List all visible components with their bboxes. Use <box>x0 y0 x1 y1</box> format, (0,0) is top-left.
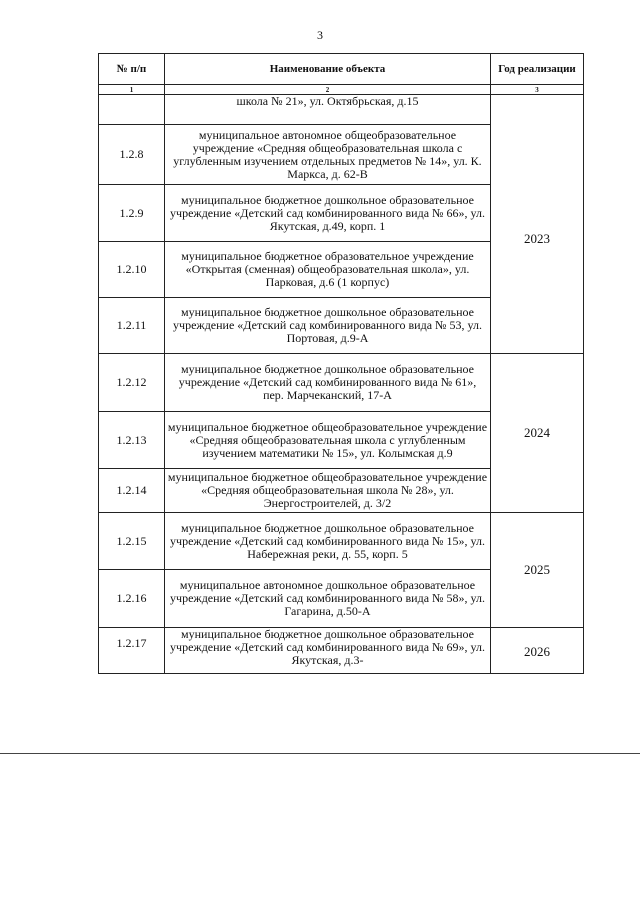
table-row <box>99 513 584 570</box>
objects-table <box>98 53 584 674</box>
index-cell: 3 <box>491 85 584 95</box>
row-number: 1.2.9 <box>99 185 165 242</box>
object-name: муниципальное бюджетное дошкольное образовательное учреждение «Детский сад комбинированного вида № 53, ул. Портовая, д.9-А <box>165 298 491 354</box>
index-cell: 1 <box>99 85 165 95</box>
object-name: муниципальное бюджетное дошкольное образовательное учреждение «Детский сад комбинированного вида № 15», ул. Набережная реки, д. 55, корп. 5 <box>165 513 491 570</box>
row-number <box>99 95 165 125</box>
row-number: 1.2.8 <box>99 125 165 185</box>
object-name: муниципальное бюджетное дошкольное образовательное учреждение «Детский сад комбинированного вида № 66», ул. Якутская, д.49, корп. 1 <box>165 185 491 242</box>
page-divider <box>0 753 640 754</box>
row-number: 1.2.14 <box>99 469 165 513</box>
realization-year: 2023 <box>491 125 584 354</box>
table-row <box>99 95 584 125</box>
row-number: 1.2.17 <box>99 628 165 674</box>
row-number: 1.2.15 <box>99 513 165 570</box>
table-index-row <box>99 85 584 95</box>
row-number: 1.2.10 <box>99 242 165 298</box>
object-name: школа № 21», ул. Октябрьская, д.15 <box>165 95 491 125</box>
realization-year: 2026 <box>491 628 584 674</box>
header-name: Наименование объекта <box>165 54 491 85</box>
row-number: 1.2.11 <box>99 298 165 354</box>
row-number: 1.2.13 <box>99 412 165 469</box>
table-row <box>99 628 584 674</box>
object-name: муниципальное бюджетное общеобразовательное учреждение «Средняя общеобразовательная школа с углубленным изучением математики № 15», ул. Колымская д.9 <box>165 412 491 469</box>
object-name: муниципальное бюджетное дошкольное образовательное учреждение «Детский сад комбинированного вида № 69», ул. Якутская, д.3- <box>165 628 491 674</box>
table-row <box>99 125 584 185</box>
object-name: муниципальное бюджетное общеобразовательное учреждение «Средняя общеобразовательная школа № 28», ул. Энергостроителей, д. 3/2 <box>165 469 491 513</box>
object-name: муниципальное автономное дошкольное образовательное учреждение «Детский сад комбинированного вида № 58», ул. Гагарина, д.50-А <box>165 570 491 628</box>
table-row <box>99 354 584 412</box>
row-number: 1.2.16 <box>99 570 165 628</box>
header-num: № п/п <box>99 54 165 85</box>
realization-year: 2025 <box>491 513 584 628</box>
realization-year: 2024 <box>491 354 584 513</box>
object-name: муниципальное бюджетное дошкольное образовательное учреждение «Детский сад комбинированного вида № 61», пер. Марчеканский, 17-А <box>165 354 491 412</box>
header-year: Год реализации <box>491 54 584 85</box>
object-name: муниципальное автономное общеобразовательное учреждение «Средняя общеобразовательная школа с углубленным изучением отдельных предметов № 14», ул. К. Маркса, д. 62-В <box>165 125 491 185</box>
row-number: 1.2.12 <box>99 354 165 412</box>
realization-year <box>491 95 584 125</box>
table-header-row <box>99 54 584 85</box>
page-number: 3 <box>317 28 323 42</box>
index-cell: 2 <box>165 85 491 95</box>
object-name: муниципальное бюджетное образовательное учреждение «Открытая (сменная) общеобразовательная школа», ул. Парковая, д.6 (1 корпус) <box>165 242 491 298</box>
